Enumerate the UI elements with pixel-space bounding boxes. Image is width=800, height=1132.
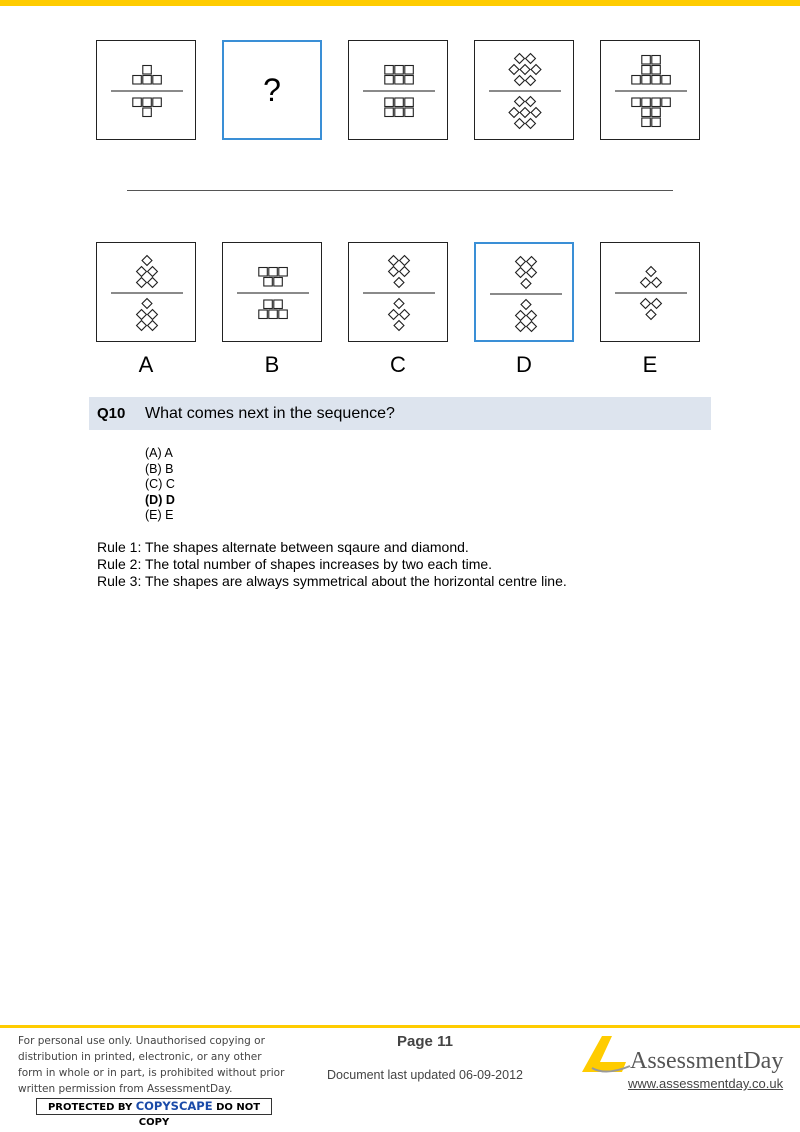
sequence-panel-4 [474, 40, 574, 140]
square-shape [143, 98, 152, 107]
square-shape [632, 76, 641, 85]
diamond-shape [526, 119, 536, 129]
diamond-shape [148, 321, 158, 331]
copyright-disclaimer: For personal use only. Unauthorised copying or distribution in printed, electronic, or any other form in whole or in part, is prohibited without prior written permission from AssessmentDay. [18, 1035, 285, 1095]
panel-figure [97, 41, 197, 141]
square-shape [385, 108, 394, 117]
square-shape [642, 118, 651, 127]
rule-text: The shapes are always symmetrical about the horizontal centre line. [145, 573, 567, 589]
diamond-shape [400, 256, 410, 266]
diamond-shape [515, 97, 525, 107]
diamond-shape [509, 108, 519, 118]
square-shape [264, 278, 273, 287]
square-shape [385, 66, 394, 75]
square-shape [143, 108, 152, 117]
option-panel-c[interactable] [348, 242, 448, 342]
answer-list [145, 446, 175, 524]
diamond-shape [526, 76, 536, 86]
diamond-shape [641, 299, 651, 309]
answer-e[interactable]: (E) E [145, 508, 174, 522]
diamond-shape [516, 322, 526, 332]
square-shape [652, 118, 661, 127]
square-shape [385, 98, 394, 107]
panel-figure [349, 41, 449, 141]
square-shape [395, 66, 404, 75]
diamond-shape [527, 268, 537, 278]
copyscape-brand: COPYSCAPE [135, 1099, 213, 1113]
square-shape [385, 76, 394, 85]
rule-2 [97, 556, 567, 573]
option-panel-e[interactable] [600, 242, 700, 342]
diamond-shape [516, 311, 526, 321]
diamond-shape [389, 267, 399, 277]
diamond-shape [521, 279, 531, 289]
square-shape [405, 66, 414, 75]
rule-label: Rule 2: [97, 556, 142, 572]
page-number: Page 11 [397, 1033, 453, 1050]
section-divider [127, 190, 673, 191]
diamond-shape [515, 76, 525, 86]
diamond-shape [520, 108, 530, 118]
question-mark: ? [263, 71, 281, 108]
option-label-c: C [390, 352, 406, 377]
option-label-e: E [642, 352, 658, 377]
diamond-shape [531, 65, 541, 75]
square-shape [405, 108, 414, 117]
square-shape [133, 98, 142, 107]
diamond-shape [389, 310, 399, 320]
sequence-panel-3 [348, 40, 448, 140]
question-number: Q10 [97, 405, 126, 422]
footer-accent-line [0, 1025, 800, 1028]
square-shape [269, 268, 278, 277]
square-shape [632, 98, 641, 107]
square-shape [264, 300, 273, 309]
rule-1 [97, 539, 567, 556]
diamond-shape [527, 257, 537, 267]
square-shape [405, 76, 414, 85]
square-shape [395, 98, 404, 107]
diamond-shape [526, 54, 536, 64]
answer-d-correct[interactable]: (D) D [145, 492, 175, 507]
square-shape [652, 76, 661, 85]
diamond-shape [527, 311, 537, 321]
diamond-shape [520, 65, 530, 75]
diamond-shape [646, 267, 656, 277]
square-shape [259, 310, 268, 319]
diamond-shape [641, 278, 651, 288]
panel-figure [476, 244, 576, 344]
square-shape [405, 98, 414, 107]
square-shape [153, 76, 162, 85]
square-shape [652, 66, 661, 75]
option-panel-a[interactable] [96, 242, 196, 342]
diamond-shape [400, 267, 410, 277]
answer-a[interactable]: (A) A [145, 446, 173, 460]
diamond-shape [509, 65, 519, 75]
square-shape [143, 66, 152, 75]
square-shape [652, 56, 661, 65]
diamond-shape [516, 257, 526, 267]
panel-figure [223, 243, 323, 343]
square-shape [133, 76, 142, 85]
diamond-shape [148, 310, 158, 320]
diamond-shape [389, 256, 399, 266]
square-shape [279, 268, 288, 277]
copyscape-pre: PROTECTED BY [47, 1102, 133, 1113]
brand-url-link[interactable]: www.assessmentday.co.uk [628, 1076, 784, 1091]
diamond-shape [394, 278, 404, 288]
diamond-shape [652, 278, 662, 288]
diamond-shape [142, 299, 152, 309]
answer-b[interactable]: (B) B [145, 461, 174, 476]
diamond-shape [516, 268, 526, 278]
assessmentday-logo-icon [578, 1032, 634, 1076]
diamond-shape [646, 310, 656, 320]
rule-3 [97, 573, 567, 590]
square-shape [642, 56, 651, 65]
sequence-panel-5 [600, 40, 700, 140]
diamond-shape [526, 97, 536, 107]
sequence-panel-missing [222, 40, 322, 140]
diamond-shape [394, 321, 404, 331]
square-shape [143, 76, 152, 85]
option-panel-d[interactable] [474, 242, 574, 342]
diamond-shape [521, 300, 531, 310]
square-shape [662, 76, 671, 85]
option-label-a: A [138, 352, 154, 377]
brand-name: AssessmentDay [630, 1048, 784, 1074]
square-shape [274, 300, 283, 309]
square-shape [395, 108, 404, 117]
square-shape [269, 310, 278, 319]
diamond-shape [394, 299, 404, 309]
square-shape [642, 108, 651, 117]
rule-text: The shapes alternate between sqaure and diamond. [145, 539, 469, 555]
diamond-shape [400, 310, 410, 320]
option-label-d: D [516, 352, 532, 377]
rule-label: Rule 1: [97, 539, 142, 555]
rules-block [97, 539, 567, 590]
answer-c[interactable]: (C) C [145, 477, 175, 491]
diamond-shape [515, 119, 525, 129]
square-shape [662, 98, 671, 107]
rule-label: Rule 3: [97, 573, 142, 589]
question-text: What comes next in the sequence? [145, 405, 395, 422]
panel-figure [601, 243, 701, 343]
panel-figure [349, 243, 449, 343]
diamond-shape [531, 108, 541, 118]
diamond-shape [137, 278, 147, 288]
diamond-shape [137, 267, 147, 277]
option-panel-b[interactable] [222, 242, 322, 342]
copyscape-post: DO NOT COPY [138, 1102, 261, 1128]
sequence-panel-1 [96, 40, 196, 140]
last-updated: Document last updated 06-09-2012 [327, 1068, 523, 1082]
panel-figure [97, 243, 197, 343]
square-shape [153, 98, 162, 107]
option-label-b: B [264, 352, 280, 377]
diamond-shape [652, 299, 662, 309]
diamond-shape [137, 321, 147, 331]
square-shape [652, 98, 661, 107]
rule-text: The total number of shapes increases by two each time. [145, 556, 493, 572]
top-accent-bar [0, 0, 800, 6]
diamond-shape [148, 278, 158, 288]
square-shape [279, 310, 288, 319]
square-shape [642, 76, 651, 85]
panel-figure [475, 41, 575, 141]
diamond-shape [527, 322, 537, 332]
diamond-shape [148, 267, 158, 277]
diamond-shape [515, 54, 525, 64]
square-shape [395, 76, 404, 85]
diamond-shape [142, 256, 152, 266]
diamond-shape [137, 310, 147, 320]
copyscape-badge[interactable] [36, 1098, 272, 1128]
square-shape [642, 98, 651, 107]
panel-figure [601, 41, 701, 141]
square-shape [652, 108, 661, 117]
square-shape [642, 66, 651, 75]
square-shape [274, 278, 283, 287]
square-shape [259, 268, 268, 277]
